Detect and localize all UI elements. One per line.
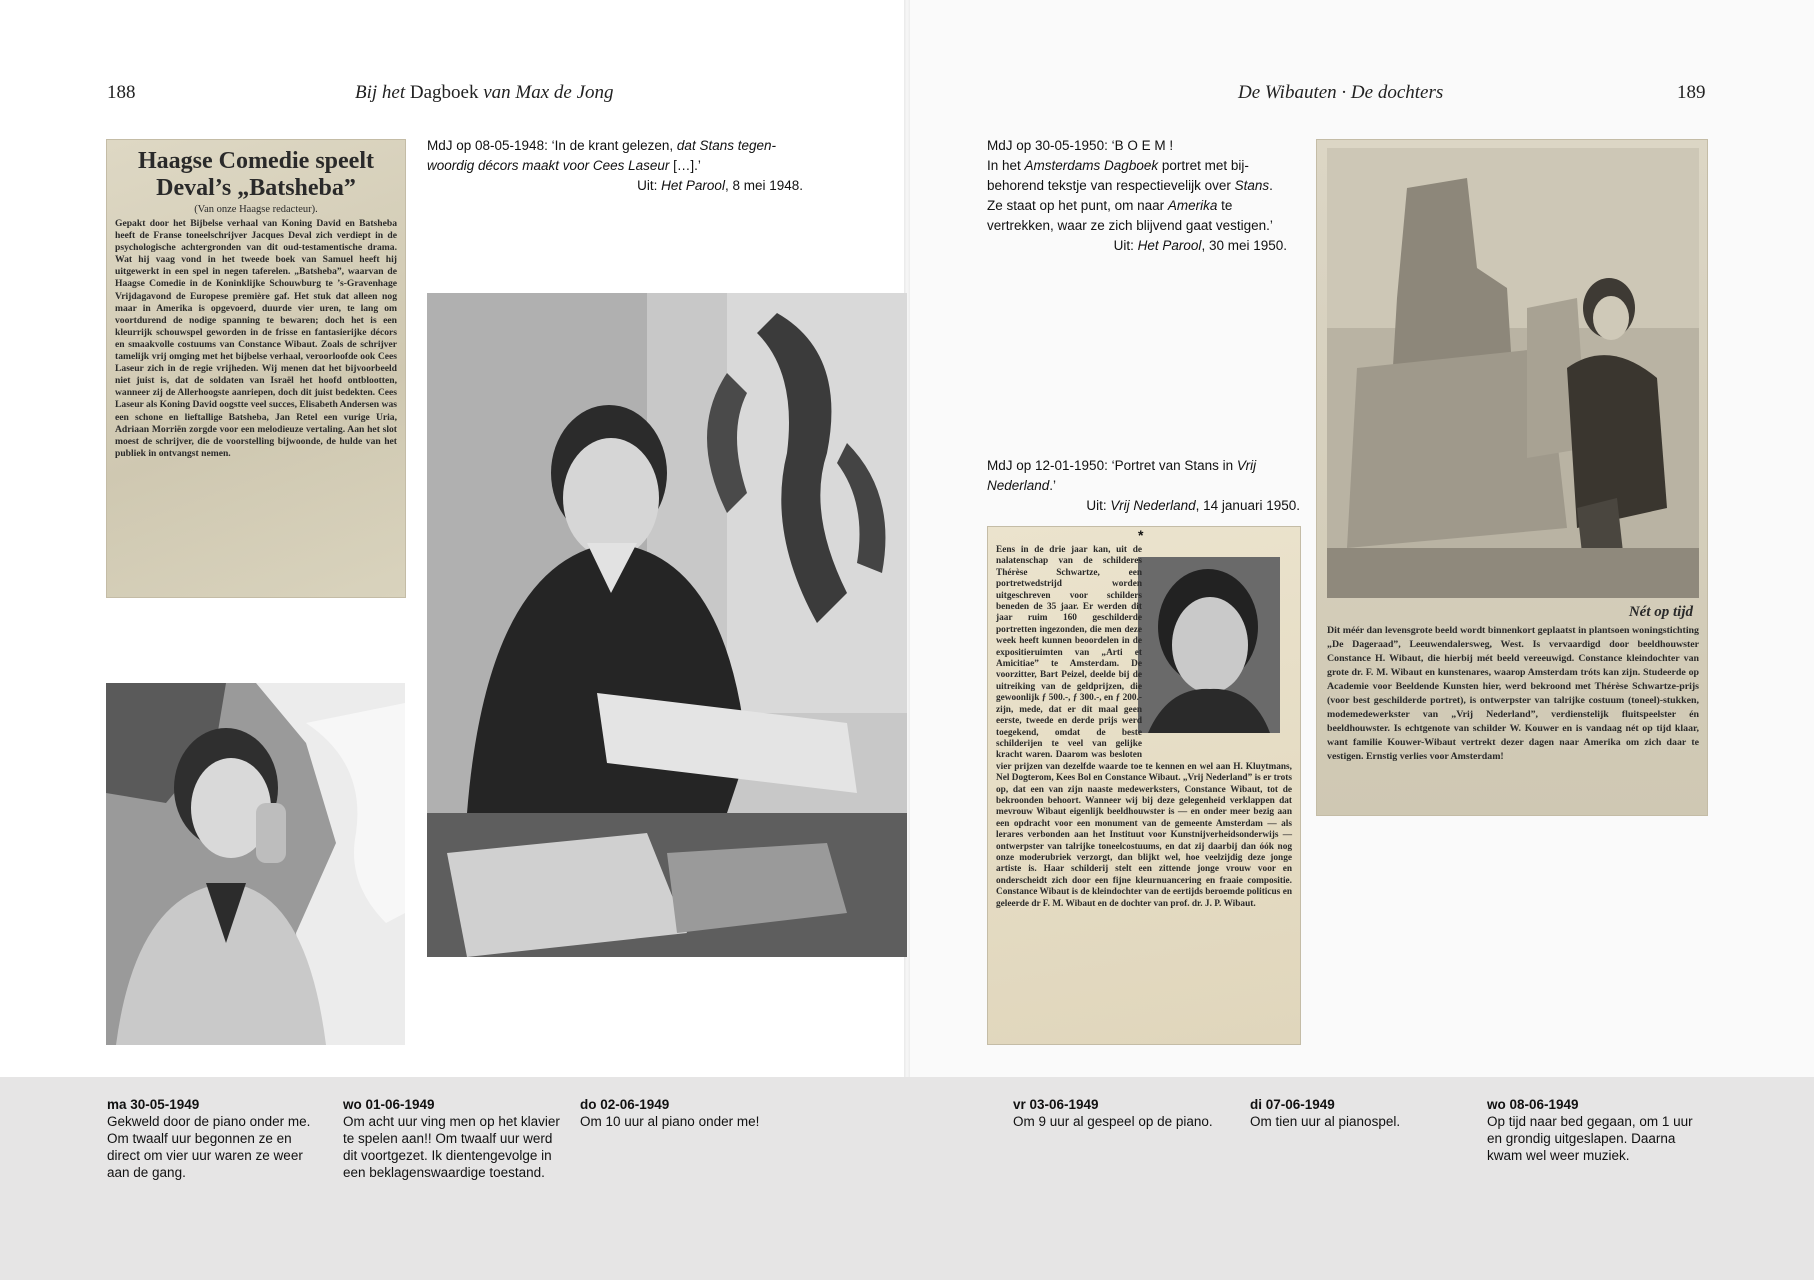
clipping-headline: Haagse Comedie speelt xyxy=(138,148,374,174)
diary-entry xyxy=(1487,1096,1707,1164)
clipping-body: Dit méér dan levensgrote beeld wordt binnenkort geplaatst in plantsoen woningstichting „De Dageraad”, Leeuwendalersweg, West. Is vervaardigd door beeldhouwster Constance H. Wibaut, die hierbij mét beeld vereeuwigd. Constance kleindochter van grote dr. F. M. Wibaut en kunstenares, waarop Amsterdam tróts kan zijn. Studeerde op Academie voor Beeldende Kunsten hier, werd bekroond met Thérèse Schwartze-prijs (voor best geschilderde portret), is ontwerpster van talrijke costuum (toneel)-stukken, modemedewerkster van „Vrij Nederland”, verdienstelijk fluitspeelster én beeldhouwster. Is echtgenote van schilder W. Kouwer en is vandaag nét op tijd klaar, want familie Kouwer-Wibaut vertrekt dezer dagen naar Amerika om zich daar te vestigen. Ernstig verlies voor Amsterdam! xyxy=(1327,625,1699,762)
diary-text: Om tien uur al pianospel. xyxy=(1250,1114,1401,1129)
caption-1950-boem: MdJ op 30-05-1950: ‘B O E M ! In het Amsterdams Dagboek portret met bij- behorend tekstje van respectievelijk over Stans. Ze staat op het punt, om naar Amerika te vertrekken, waar ze zich blijvend gaat vestigen.’ Uit: Het Parool, 30 mei 1950. xyxy=(987,136,1287,256)
newspaper-clipping-batsheba xyxy=(106,139,406,598)
newspaper-clipping-net-op-tijd xyxy=(1316,139,1708,816)
photo-woman-at-drawing-table-image xyxy=(427,293,907,957)
photo-woman-in-coat-image xyxy=(106,683,405,1045)
caption-source: Uit: Het Parool, 30 mei 1950. xyxy=(1113,238,1287,253)
clipping-body: Eens in de drie jaar kan, uit de nalatenschap van de schilderes Thérèse Schwartze, een portretwedstrijd worden uitgeschreven voor schilders beneden de 35 jaar. Er werden dit jaar ruim 160 geschilderde portretten ingezonden, die men deze week heeft kunnen beoordelen in de expositieruimten van „Arti et Amicitiae” te Amsterdam. De voorzitter, Bart Peizel, deelde bij de uitreiking van de geldprijzen, die gewoonlijk ƒ 500.-, ƒ 300.-, en ƒ 200.- zijn, mede, dat er dit maal geen eerste, tweede en derde prijs werd toegekend, omdat de beste schilderijen te veel van gelijke kracht waren. Daarom was besloten vier prijzen van dezelfde waarde toe te kennen en wel aan H. Kluytmans, Nel Dogterom, Kees Bol en Constance Wibaut. „Vrij Nederland” is er trots op, dat een van zijn naaste medewerksters, Constance Wibaut, tot de bekroonden behoort. Wanneer wij bij deze gelegenheid verklappen dat mevrouw Wibaut eigenlijk beeldhouwster is — en onder meer bezig aan een opdracht voor een monument van de gemeente Amsterdam — als lerares verbonden aan het Instituut voor Kunstnijverheidsonderwijs — ontwerpster van talrijke toneelcostuums, en dat zij daarbij dan óók nog onze moderubriek verzorgt, dan blijkt wel, hoe veelzijdig deze jonge artiste is. Haar schilderij stelt een zittende jonge vrouw voor en onderscheidt zich door een fijne kleurnuancering en fraaie compositie. Constance Wibaut is de kleindochter van de eertijds beroemde politicus en geleerde dr F. M. Wibaut en de dochter van prof. dr. J. P. Wibaut. xyxy=(996,545,1292,909)
caption-1948: MdJ op 08-05-1948: ‘In de krant gelezen, dat Stans tegen- woordig décors maakt voor Cees Laseur […].’ Uit: Het Parool, 8 mei 1948. xyxy=(427,136,803,196)
clipping-body: Gepakt door het Bijbelse verhaal van Koning David en Batsheba heeft de Franse toneelschrijver Jacques Deval zich verdiept in de psychologische achtergronden van dit oud-testamentische drama. Wat hij vaag vond in het tweede boek van Samuel heeft hij uitgewerkt in een spel in negen taferelen. „Batsheba”, waarvan de Haagse Comedie in de Koninklijke Schouwburg te ’s-Gravenhage Vrijdagavond de Europese première gaf. Het stuk dat alleen nog maar in Amerika is opgevoerd, duurde vier uren, te lang om voortdurend de nodige spanning te bewaren; doch het is een kleurrijk schouwspel geworden in de frisse en fantasierijke décors en smaakvolle costuums van Constance Wibaut. Zoals de schrijver tamelijk vrij omging met het bijbelse verhaal, veroorloofde ook Cees Laseur zich in de regie vrijheden. Wij menen dat het bijvoorbeeld niet juist is, dat de soldaten van Israël het hoofd ontblootten, wanneer zij de Allerhoogste aanriepen, doch dit juist bedekten. Cees Laseur als Koning David oogstte veel succes, Elisabeth Andersen was een schone en lieftallige Batsheba, Jan Retel een vurige Uria, Adriaan Morriën zorgde voor een melodieuze vertaling. Aan het slot moest de schrijver, die de voorstelling bijwoonde, de hulde van het publiek in ontvangst nemen. xyxy=(115,218,397,459)
clipping-asterisk: * xyxy=(1138,527,1144,543)
clipping-byline: (Van onze Haagse redacteur). xyxy=(194,204,318,215)
newspaper-clipping-vrij-nederland xyxy=(987,526,1301,1045)
statue-image xyxy=(1327,148,1699,598)
clipping-headline: Nét op tijd xyxy=(1628,604,1693,620)
diary-text: Om 9 uur al gespeel op de piano. xyxy=(1013,1114,1213,1129)
diary-entry xyxy=(107,1096,327,1181)
diary-text: Op tijd naar bed gegaan, om 1 uur en grondig uitgeslapen. Daarna kwam wel weer muziek. xyxy=(1487,1114,1693,1163)
page-number-left: 188 xyxy=(107,82,136,103)
diary-date: do 02-06-1949 xyxy=(580,1097,670,1112)
clipping-statue-photo xyxy=(1327,148,1699,598)
diary-text: Om acht uur ving men op het klavier te spelen aan!! Om twaalf uur werd dit voortgezet. Ik dientengevolge in een beklagenswaardige toestand. xyxy=(343,1114,560,1180)
photo-woman-at-drawing-table xyxy=(427,293,907,957)
diary-text: Gekweld door de piano onder me. Om twaalf uur begonnen ze en direct om vier uur waren ze weer aan de gang. xyxy=(107,1114,311,1180)
diary-entry xyxy=(1250,1096,1470,1130)
diary-date: vr 03-06-1949 xyxy=(1013,1097,1099,1112)
diary-date: ma 30-05-1949 xyxy=(107,1097,200,1112)
photo-woman-in-coat xyxy=(106,683,405,1045)
diary-entry xyxy=(1013,1096,1233,1130)
diary-entry xyxy=(580,1096,800,1130)
running-head-left: Bij het Dagboek van Max de Jong xyxy=(355,82,614,103)
caption-source: Uit: Vrij Nederland, 14 januari 1950. xyxy=(1086,498,1300,513)
page-number-right: 189 xyxy=(1677,82,1706,103)
diary-text: Om 10 uur al piano onder me! xyxy=(580,1114,760,1129)
diary-date: wo 08-06-1949 xyxy=(1487,1097,1579,1112)
clipping-float-spacer xyxy=(1142,545,1292,755)
running-head-right: De Wibauten · De dochters xyxy=(1238,82,1444,103)
diary-date: wo 01-06-1949 xyxy=(343,1097,435,1112)
caption-1950-portret: MdJ op 12-01-1950: ‘Portret van Stans in Vrij Nederland.’ Uit: Vrij Nederland, 14 januari 1950. xyxy=(987,456,1300,516)
diary-date: di 07-06-1949 xyxy=(1250,1097,1335,1112)
clipping-headline: Deval’s „Batsheba” xyxy=(156,175,356,201)
diary-entry xyxy=(343,1096,563,1181)
caption-source: Uit: Het Parool, 8 mei 1948. xyxy=(637,178,803,193)
